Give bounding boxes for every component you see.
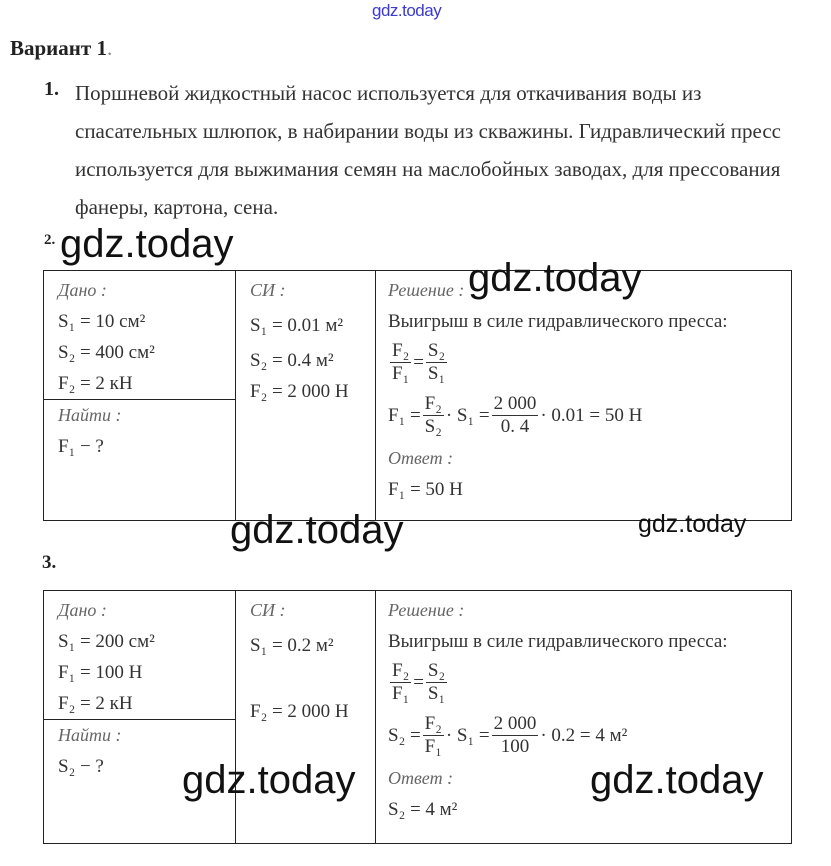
formula-lhs: S₂ = — [388, 724, 421, 746]
solution-intro: Выигрыш в силе гидравлического пресса: — [388, 311, 728, 332]
given-item: F₁ = 100 Н — [58, 662, 143, 683]
watermark-top: gdz.today — [372, 1, 442, 20]
given-item: F₂ = 2 кН — [58, 693, 133, 714]
given-header: Дано : — [58, 600, 107, 620]
question-3-number: 3. — [42, 552, 57, 573]
formula-tail: · 0.01 = 50 Н — [540, 404, 643, 426]
watermark: gdz.today — [468, 256, 642, 300]
formula-calc — [388, 707, 777, 763]
frac-den: 100 — [500, 735, 530, 757]
si-cell — [236, 271, 376, 521]
frac-den: S₁ — [427, 682, 446, 704]
find-header: Найти : — [58, 405, 122, 425]
frac-den: F₁ — [424, 735, 442, 757]
solution-header: Решение : — [388, 280, 465, 300]
variant-title-text: Вариант 1 — [10, 36, 107, 60]
frac-num: 2 000 — [493, 712, 537, 734]
frac-den: F₁ — [392, 682, 410, 704]
task-3-table — [43, 590, 792, 844]
given-item: S₂ = 400 см² — [58, 342, 155, 363]
si-item: S₁ = 0.01 м² — [250, 315, 344, 336]
solution-cell — [376, 271, 792, 521]
formula-tail: · 0.2 = 4 м² — [540, 724, 628, 746]
watermark: gdz.today — [182, 758, 356, 802]
frac-den: S₂ — [424, 415, 442, 437]
frac-num: F₂ — [424, 712, 442, 734]
find-cell — [44, 400, 236, 521]
answer-value: F₁ = 50 Н — [388, 479, 463, 500]
frac-num: 2 000 — [493, 392, 537, 414]
formula-mid: · S₁ = — [445, 724, 490, 746]
task-2-table — [43, 270, 792, 521]
si-cell — [236, 591, 376, 844]
answer-header: Ответ : — [388, 768, 454, 788]
question-2-number: 2. — [44, 232, 56, 248]
answer-value: S₂ = 4 м² — [388, 799, 458, 820]
frac-den: S₁ — [427, 362, 446, 384]
solution-cell — [376, 591, 792, 844]
formula-mid: · S₁ = — [445, 404, 490, 426]
formula-ratio: $\frac{\text{F₂}}{\text{F₁}}$ = $\frac{\text{S₂}}{\text{S₁}}$ — [392, 339, 446, 384]
frac-num: F₂ — [392, 339, 410, 361]
given-item: F₂ = 2 кН — [58, 373, 133, 394]
si-item: F₂ = 2 000 Н — [250, 701, 349, 722]
variant-title — [10, 36, 112, 61]
given-item: S₁ = 200 см² — [58, 631, 155, 652]
question-1-number: 1. — [44, 78, 59, 100]
given-item: S₁ = 10 см² — [58, 311, 146, 332]
frac-num: S₂ — [427, 659, 446, 681]
frac-num: S₂ — [427, 339, 446, 361]
watermark: gdz.today — [590, 758, 764, 802]
solution-header: Решение : — [388, 600, 465, 620]
given-cell — [44, 591, 236, 720]
formula-ratio: $\frac{\text{F₂}}{\text{F₁}}$ = $\frac{\text{S₂}}{\text{S₁}}$ — [392, 659, 446, 704]
answer-header: Ответ : — [388, 448, 454, 468]
variant-title-dot: . — [106, 36, 113, 60]
frac-num: F₂ — [392, 659, 410, 681]
frac-den: 0. 4 — [500, 415, 530, 437]
si-item: F₂ = 2 000 Н — [250, 381, 349, 402]
watermark: gdz.today — [638, 510, 747, 538]
given-header: Дано : — [58, 280, 107, 300]
si-item: S₂ = 0.4 м² — [250, 350, 334, 371]
question-1-answer-text: Поршневой жидкостный насос используется для откачивания воды из спасательных шлюпок, в набирании воды из скважины. Гидравлический пресс используется для выжимания семян на маслобойных заводах, для прессования фанеры, картона, сена. — [75, 81, 781, 219]
find-header: Найти : — [58, 725, 122, 745]
formula-lhs: F₁ = — [388, 404, 421, 426]
given-cell — [44, 271, 236, 400]
find-value: F₁ − ? — [58, 436, 104, 457]
frac-num: F₂ — [424, 392, 442, 414]
watermark: gdz.today — [60, 222, 234, 266]
find-value: S₂ − ? — [58, 756, 104, 777]
si-header: СИ : — [250, 600, 286, 620]
frac-den: F₁ — [392, 362, 410, 384]
formula-calc — [388, 387, 777, 443]
si-header: СИ : — [250, 280, 286, 300]
si-item: S₁ = 0.2 м² — [250, 635, 334, 656]
watermark: gdz.today — [230, 508, 404, 552]
solution-intro: Выигрыш в силе гидравлического пресса: — [388, 631, 728, 652]
